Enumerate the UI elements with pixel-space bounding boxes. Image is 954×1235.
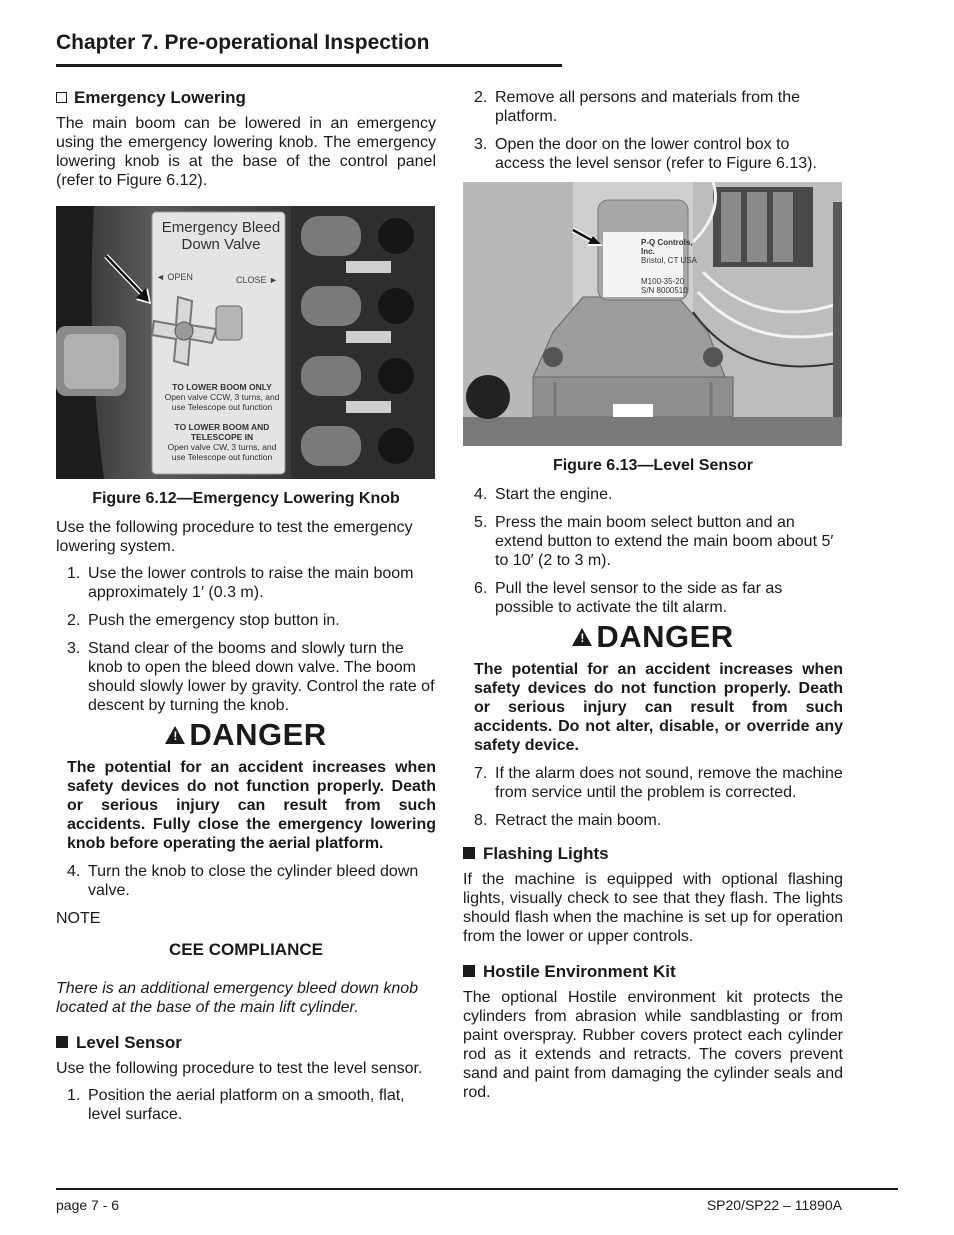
list-item: 2. Push the emergency stop button in. — [67, 612, 340, 629]
sensor-label-line1: P-Q Controls, Inc. — [641, 238, 693, 256]
list-item: 3. Stand clear of the booms and slowly turn the knob to open the bleed down valve. The boom should slowly lower by gravity. Control the rate of descent by turning the knob. — [67, 640, 435, 714]
square-bullet-icon — [463, 847, 475, 859]
sensor-label-line3: M100-35-20 — [641, 277, 685, 286]
section-hostile-environment-kit: Hostile Environment Kit — [463, 962, 843, 982]
list-item: 5. Press the main boom select button and an extend button to extend the main boom about 5′ to 10′ (2 to 3 m). — [474, 514, 834, 569]
level-sensor-photo — [463, 182, 842, 446]
footer-rule — [56, 1188, 898, 1190]
list-item: 3. Open the door on the lower control box to access the level sensor (refer to Figure 6.13). — [474, 136, 817, 172]
warning-triangle-icon: ! — [572, 628, 592, 646]
list-item: 6. Pull the level sensor to the side as far as possible to activate the tilt alarm. — [474, 580, 783, 616]
note-label: NOTE — [56, 910, 101, 927]
document-id: SP20/SP22 – 11890A — [706, 1197, 842, 1213]
list-item: 4. Start the engine. — [474, 486, 613, 503]
section-emergency-lowering: Emergency Lowering — [56, 88, 436, 108]
list-item: 8. Retract the main boom. — [474, 812, 662, 829]
instr-boom-telescope-body: Open valve CW, 3 turns, and use Telescope out function — [167, 442, 277, 462]
flashing-lights-para: If the machine is equipped with optional flashing lights, visually check to see that they flash. The lights should flash when the machine is set up for operation from the lower or upper controls. — [463, 871, 843, 945]
danger-text: The potential for an accident increases when safety devices do not function properly. Death or serious injury can result from such accidents. Fully close the emergency lowering knob before operating the aerial platform. — [67, 759, 436, 852]
warning-triangle-icon: ! — [165, 726, 185, 744]
valve-label-title-2: Down Valve — [181, 236, 261, 253]
page-number: page 7 - 6 — [56, 1197, 120, 1213]
steps-level-sensor-c — [463, 485, 843, 617]
close-label: CLOSE ► — [236, 275, 278, 285]
level-sensor-para: Use the following procedure to test the level sensor. — [56, 1060, 423, 1077]
open-label: ◄ OPEN — [156, 272, 193, 282]
sensor-label-line4: S/N 8000510 — [641, 286, 688, 295]
emergency-lowering-para: The main boom can be lowered in an emergency using the emergency lowering knob. The emergency lowering knob is at the base of the control panel (refer to Figure 6.12). — [56, 115, 436, 189]
danger-heading: ! DANGER — [56, 719, 436, 751]
instr-boom-telescope-head: TO LOWER BOOM AND TELESCOPE IN — [174, 422, 270, 442]
square-bullet-icon — [463, 965, 475, 977]
left-column — [56, 88, 436, 1133]
steps-emergency-lowering — [56, 564, 436, 715]
danger-heading: ! DANGER — [463, 621, 843, 653]
list-item: 1. Use the lower controls to raise the main boom approximately 1′ (0.3 m). — [67, 565, 414, 601]
figure-emergency-lowering-knob — [56, 206, 435, 479]
instr-boom-only-head: TO LOWER BOOM ONLY — [172, 382, 272, 392]
chapter-title: Chapter 7. Pre-operational Inspection — [56, 31, 430, 54]
figure-level-sensor — [463, 182, 842, 446]
header-rule — [56, 64, 562, 67]
figure-caption-6-13: Figure 6.13—Level Sensor — [552, 457, 754, 474]
instr-boom-only-body: Open valve CCW, 3 turns, and use Telescope out function — [164, 392, 280, 412]
right-column — [463, 88, 843, 1110]
procedure-intro: Use the following procedure to test the emergency lowering system. — [56, 519, 413, 555]
list-item: 4. Turn the knob to close the cylinder bleed down valve. — [67, 863, 419, 899]
steps-close-valve — [56, 862, 436, 900]
note-heading: CEE COMPLIANCE — [169, 940, 323, 959]
checkbox-icon — [56, 92, 67, 103]
sensor-label-line2: Bristol, CT USA — [641, 256, 697, 265]
square-bullet-icon — [56, 1036, 68, 1048]
section-flashing-lights: Flashing Lights — [463, 844, 843, 864]
hostile-kit-para: The optional Hostile environment kit protects the cylinders from abrasion while sandblasting or from paint overspray. Rubber covers protect each cylinder rod as it extends and retracts. The covers prevent sand and paint from damaging the cylinder seals and rod. — [463, 989, 843, 1101]
list-item: 1. Position the aerial platform on a smooth, flat, level surface. — [67, 1087, 405, 1123]
steps-level-sensor-b — [463, 88, 843, 173]
list-item: 7. If the alarm does not sound, remove the machine from service until the problem is corrected. — [474, 765, 843, 801]
figure-caption-6-12: Figure 6.12—Emergency Lowering Knob — [92, 490, 400, 507]
valve-label-title-1: Emergency Bleed — [161, 219, 281, 236]
list-item: 2. Remove all persons and materials from the platform. — [474, 89, 801, 125]
section-level-sensor: Level Sensor — [56, 1033, 436, 1053]
steps-level-sensor-a — [56, 1086, 436, 1124]
note-body: There is an additional emergency bleed down knob located at the base of the main lift cylinder. — [56, 980, 419, 1016]
danger-text: The potential for an accident increases when safety devices do not function properly. Death or serious injury can result from such accidents. Do not alter, disable, or override any safety device. — [474, 661, 843, 754]
steps-level-sensor-d — [463, 764, 843, 830]
